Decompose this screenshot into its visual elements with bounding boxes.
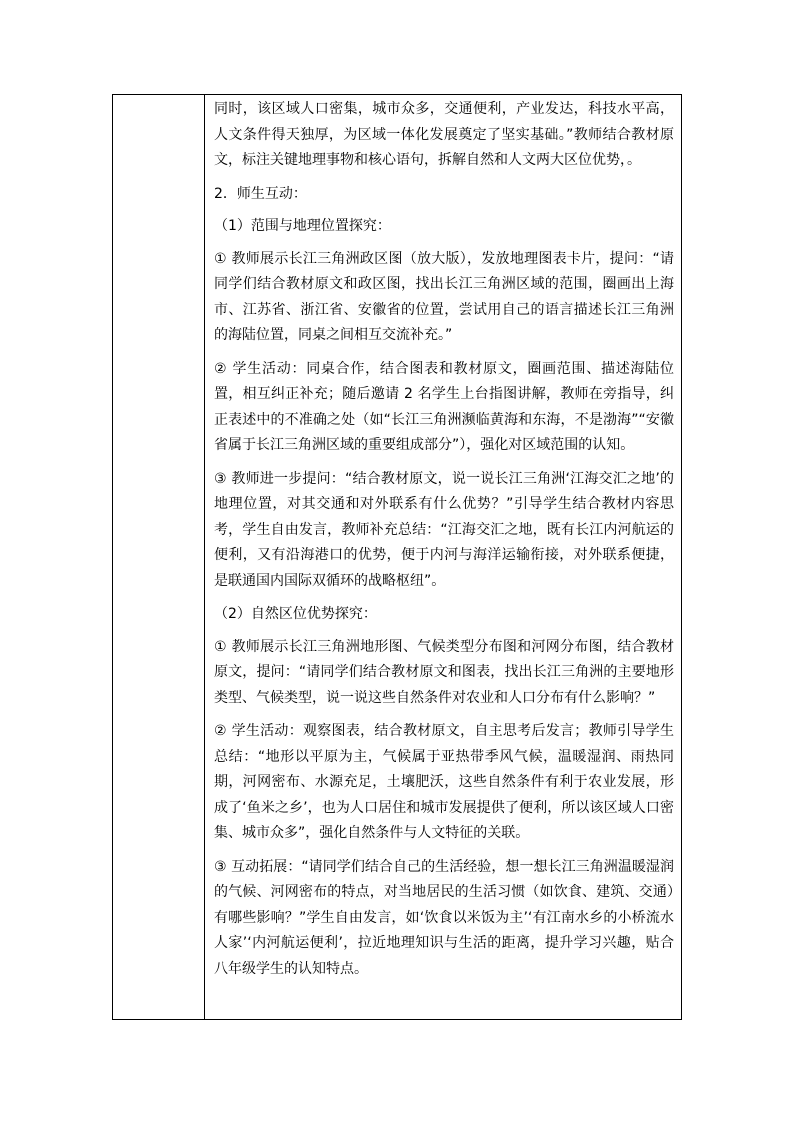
lesson-table [112, 94, 682, 1020]
paragraph-scope-step-3: ③ 教师进一步提问：“结合教材原文，说一说长江三角洲‘江海交汇之地’的地理位置，对其交通和对外联系有什么优势？”引导学生结合教材内容思考，学生自由发言，教师补充总结：“江海交汇之地，既有长江内河航运的便利，又有沿海港口的优势，便于内河与海洋运输衔接，对外联系便捷，是联通国内国际双循环的战略枢纽”。 [214, 470, 674, 589]
section-heading-interaction: 2．师生互动： [214, 185, 307, 202]
paragraph-scope-step-1: ① 教师展示长江三角洲政区图（放大版），发放地理图表卡片，提问：“请同学们结合教材原文和政区图，找出长江三角洲区域的范围，圈画出上海市、江苏省、浙江省、安徽省的位置，尝试用自己的语言描述长江三角洲的海陆位置，同桌之间相互交流补充。” [214, 250, 674, 343]
subsection-heading-natural: （2）自然区位优势探究： [214, 606, 377, 622]
paragraph-intro-continuation: 同时，该区域人口密集，城市众多，交通便利，产业发达，科技水平高，人文条件得天独厚，为区域一体化发展奠定了坚实基础。”教师结合教材原文，标注关键地理事物和核心语句，拆解自然和人文两大区位优势，。 [214, 101, 674, 168]
paragraph-natural-step-1: ① 教师展示长江三角洲地形图、气候类型分布图和河网分布图，结合教材原文，提问：“请同学们结合教材原文和图表，找出长江三角洲的主要地形类型、气候类型，说一说这些自然条件对农业和人口分布有什么影响？” [214, 638, 674, 706]
paragraph-scope-step-2: ② 学生活动：同桌合作，结合图表和教材原文，圈画范围、描述海陆位置，相互纠正补充；随后邀请 2 名学生上台指图讲解，教师在旁指导，纠正表述中的不准确之处（如“长江三角洲濒临黄海和东海，不是渤海”“安徽省属于长江三角洲区域的重要组成部分”），强化对区域范围的认知。 [214, 360, 674, 453]
paragraph-natural-step-2: ② 学生活动：观察图表，结合教材原文，自主思考后发言；教师引导学生总结：“地形以平原为主，气候属于亚热带季风气候，温暖湿润、雨热同期，河网密布、水源充足，土壤肥沃，这些自然条件有利于农业发展，形成了‘鱼米之乡’，也为人口居住和城市发展提供了便利，所以该区域人口密集、城市众多”，强化自然条件与人文特征的关联。 [214, 723, 674, 841]
table-left-column-cell [113, 95, 205, 1019]
subsection-heading-scope: （1）范围与地理位置探究： [214, 218, 391, 234]
table-content-cell [214, 97, 674, 990]
paragraph-natural-step-3: ③ 互动拓展：“请同学们结合自己的生活经验，想一想长江三角洲温暖湿润的气候、河网密布的特点，对当地居民的生活习惯（如饮食、建筑、交通）有哪些影响？”学生自由发言，如‘饮食以米饭为主’‘有江南水乡的小桥流水人家’‘内河航运便利’，拉近地理知识与生活的距离，提升学习兴趣，贴合八年级学生的认知特点。 [214, 858, 674, 977]
